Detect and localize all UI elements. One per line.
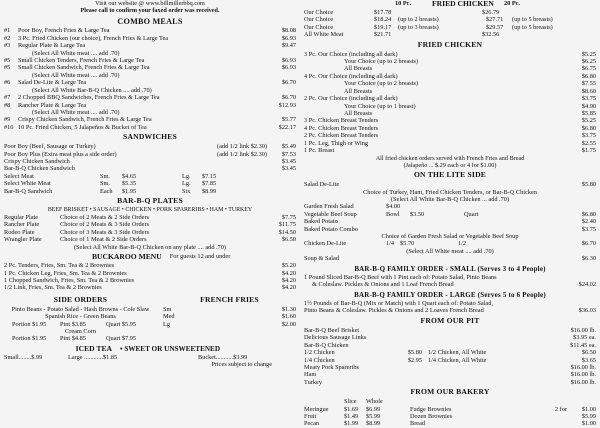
combo-item: #5 Small Chicken Tenders, French Fries & Large Tea $6.93 — [4, 56, 296, 64]
lite-desc: Choice of Turkey, Ham, Fried Chicken Tenders, or Bar-B-Q Chicken — [363, 188, 537, 196]
combo-item: #3 Regular Plate & Large Tea $9.47 — [4, 42, 296, 50]
combo-item: #8 Rancher Plate & Large Tea $12.93 — [4, 101, 296, 109]
lite-item: Vegetable Beef Soup Bowl $3.50 Quart $6.80 — [304, 210, 596, 218]
bucket-row: All White Meat $21.71 $32.56 — [304, 31, 500, 39]
combo-item: #9 Crispy Chicken Sandwich, French Fries & Large Tea $5.77 — [4, 116, 296, 124]
fries-item: Med $1.60 — [162, 313, 296, 321]
fries-item: Lg $2.00 — [162, 320, 296, 328]
sides-and-fries — [4, 294, 296, 343]
chicken-item: Your Choice (up to 2 breasts) $6.25 — [344, 58, 596, 66]
combo-item: (Select All White meat .... add .70) — [32, 49, 120, 57]
lite-item: Garden Fresh Salad $4.00 — [304, 203, 401, 211]
side-orders-block — [4, 294, 157, 343]
plates-list — [4, 214, 296, 251]
sandwiches-title: SANDWICHES — [123, 132, 177, 142]
lite-side-title: ON THE LITE SIDE — [413, 170, 487, 180]
buckaroo-item: 1 Chopped Sandwich, Fries, Sm. Tea & 2 Brownies $4.20 — [4, 276, 296, 284]
pit-item: Meaty Pork Spareribs $16.00 lb. — [304, 363, 596, 371]
pc10-label: 10 Pc. — [394, 0, 412, 7]
french-fries-title: FRENCH FRIES — [200, 294, 259, 304]
family-large-desc: 1½ Pounds of Bar-B-Q (Mix or Match) with 1 Quart each of: Potato Salad, — [304, 300, 493, 308]
combo-item: #7 2 Chopped BBQ Sandwiches, French Fries & Large Tea $6.70 — [4, 94, 296, 102]
cream-corn-label: Cream Corn — [65, 328, 96, 335]
plates-note: (Select All White Bar-B-Q Chicken on any plate .... add .70) — [73, 243, 227, 251]
lite-item: Baked Potato Combo $3.75 — [304, 225, 596, 233]
buckaroo-title: BUCKAROO MENU — [91, 252, 162, 262]
iced-tea-prices: Small........$.99 Large ............$1.85 Bucket...........$3.99 — [4, 353, 248, 361]
side-prices-2: Portion $1.95 Pint $4.85 Quart $7.95 — [12, 335, 137, 343]
chicken-note: All fried chicken orders served with French Fries and Bread — [375, 154, 525, 162]
pit-item: 1/4 Chicken $2.95 1/4 Chicken, All White $3.65 — [304, 356, 596, 364]
jalapeno-note: (Jalapeño ... $.29 each or 4 for $1.00) — [403, 161, 497, 169]
buckaroo-list — [4, 262, 296, 292]
side-prices-1: Portion $1.95 Pint $3.85 Quart $5.95 — [12, 320, 137, 328]
combo-item: (Select All White meat .... add .70) — [32, 108, 120, 116]
fried-chicken-list — [304, 51, 596, 170]
pit-item: Delicious Sausage Links $3.95 ea. — [304, 334, 596, 342]
chicken-bucket-header — [304, 0, 596, 9]
sandwich-item: Poor Boy (Beef, Sausage or Turkey) (add 1/2 link $2.30) $5.49 — [4, 143, 296, 151]
chicken-item: 4 Pc. Chicken Breast Tenders $6.80 — [304, 124, 596, 132]
family-large-title: BAR-B-Q FAMILY ORDER - LARGE (Serves 5 to 6 People) — [354, 290, 546, 299]
side-list-1: Pinto Beans - Potato Salad - Hash Browns - Cole Slaw — [11, 305, 150, 313]
chicken-item: 3 Pc. Our Choice (including all dark) $5.25 — [304, 50, 596, 58]
right-menu-column — [304, 0, 596, 428]
sandwich-size-row: Select White Meat Sm. $5.35 Lg. $7.85 — [4, 180, 217, 188]
chicken-item: 2 Pc. Our Choice (including all dark) $3.75 — [304, 95, 596, 103]
iced-tea-note-row — [4, 361, 296, 368]
pit-item: Bar-B-Q Chicken $11.45 ea. — [304, 341, 596, 349]
fried-chicken-top-title: FRIED CHICKEN — [432, 0, 494, 8]
lite-item: Soup & Salad $6.30 — [304, 255, 596, 263]
sandwiches-list — [4, 143, 296, 195]
combo-item: (Select All White meat .... add .70) — [32, 71, 120, 79]
buckaroo-header — [4, 253, 296, 262]
combo-item: #10 10 Pc. Fried Chicken, 5 Jalapeños & Bucket of Tea $22.17 — [4, 123, 296, 131]
chicken-bucket-table — [304, 9, 596, 39]
combo-item: #1 Poor Boy, French Fries & Large Tea $8.08 — [4, 27, 296, 35]
sandwich-size-row: Bar-B-Q Sandwich Each $1.95 Six $8.99 — [4, 187, 217, 195]
side-list-2: Spanish Rice - Green Beans — [45, 313, 116, 321]
plates-meat-list: BEEF BRISKET • SAUSAGE • CHICKEN • PORK SPARERIBS • HAM • TURKEY — [47, 207, 253, 214]
lite-side-list — [304, 181, 596, 263]
chicken-item: 4 Pc. Our Choice (including all dark) $6.80 — [304, 72, 596, 80]
plate-item: Wrangler Plate Choice of 1 Meat & 2 Side Orders $6.50 — [4, 236, 296, 244]
bakery-item: Fruit $1.49 $5.99 Dozen Brownies $5.99 — [304, 413, 596, 421]
combo-item: #2 3 Pc. Fried Chicken (our choice), French Fries & Large Tea $6.93 — [4, 34, 296, 42]
pit-item: Bar-B-Q Beef Brisket $16.00 lb. — [304, 326, 596, 334]
sandwich-size-row: Select Meat Sm. $4.65 Lg. $7.15 — [4, 172, 217, 180]
combo-item: #6 Salad De-Lite & Large Tea $6.70 — [4, 79, 296, 87]
buckaroo-subtitle: For guests 12 and under — [169, 253, 231, 261]
chicken-item: Your Choice (up to 2 breasts) $7.55 — [344, 80, 596, 88]
bucket-row: Our Choice $17.78 $26.79 — [304, 8, 500, 16]
fried-chicken-title: FRIED CHICKEN — [417, 39, 483, 49]
chicken-item: 1 Pc. Leg, Thigh or Wing $2.55 — [304, 139, 596, 147]
chicken-item: All Breasts $6.75 — [344, 65, 596, 73]
iced-tea-header — [4, 345, 296, 354]
bakery-title: FROM OUR BAKERY — [410, 387, 490, 397]
bucket-row: Our Choice $18.24 (up to 2 breasts) $27.71 (up to 5 breasts) — [304, 16, 553, 24]
lite-desc: (Select All White meat .... add .70) — [406, 247, 494, 255]
combo-meals-list — [4, 27, 296, 131]
plate-item: Regular Plate Choice of 2 Meats & 2 Side Orders $7.75 — [4, 214, 296, 222]
lite-desc: (Select All White Bar-B-Q Chicken ... add .70) — [390, 195, 510, 203]
sandwich-item: Poor Boy Plus (Extra meat plus a side order) (add 1/2 link $2.30) $7.53 — [4, 150, 296, 158]
iced-tea-subtitle: • SWEET OR UNSWEETENED — [120, 344, 221, 353]
iced-tea-title: ICED TEA — [75, 343, 112, 353]
lite-item: Salad De-Lite $5.80 — [304, 181, 596, 189]
buckaroo-item: 1 Pc. Chicken Leg, Fries, Sm. Tea & 2 Brownies $4.20 — [4, 269, 296, 277]
chicken-item: 1 Pc. Breast $1.75 — [304, 147, 596, 155]
bucket-row: Our Choice $19.17 (up to 3 breasts) $29.57 (up to 5 breasts) — [304, 23, 553, 31]
family-small-desc: 1 Pound Sliced Bar-B-Q Beef with 1 Pint each of: Potato Salad, Pinto Beans — [304, 273, 497, 281]
side-orders-title: SIDE ORDERS — [53, 294, 108, 304]
combo-meals-title: COMBO MEALS — [117, 16, 183, 26]
sandwich-item: Bar-B-Q Chicken Sandwich $3.45 — [4, 165, 296, 173]
lite-item: Chicken De-Lite 1/4 $5.70 1/2 $6.70 — [304, 240, 596, 248]
lite-item: Baked Potato $2.40 — [304, 218, 596, 226]
lite-desc: Choice of Garden Fresh Salad or Vegetable Beef Soup — [381, 233, 519, 241]
pit-item: Turkey $16.00 lb. — [304, 378, 596, 386]
bbq-plates-title: BAR-B-Q PLATES — [117, 196, 183, 206]
buckaroo-item: 2 Pc. Tenders, Fries, Sm. Tea & 2 Brownies $5.20 — [4, 262, 296, 270]
chicken-item: 3 Pc. Chicken Breast Tenders $5.25 — [304, 117, 596, 125]
family-large-desc: Pinto Beans & Coleslaw. Pickles & Onions and 2 Loaves French Bread $36.03 — [304, 307, 596, 315]
chicken-item: All Breasts $8.60 — [344, 87, 596, 95]
combo-item: (Select All White Bar-B-Q Chicken .... add .70) — [32, 86, 152, 94]
chicken-item: All Breasts $5.85 — [344, 109, 596, 117]
confirm-note: Please call to confirm your faxed order was received. — [80, 7, 220, 15]
sandwich-item: Crispy Chicken Sandwich $3.45 — [4, 158, 296, 165]
plate-item: Rancher Plate Choice of 2 Meats & 3 Side Orders $11.75 — [4, 221, 296, 229]
french-fries-block — [157, 294, 296, 343]
pit-item: Ham $16.00 lb. — [304, 371, 596, 379]
combo-item: #5 Small Chicken Sandwich, French Fries & Large Tea $6.93 — [4, 64, 296, 72]
chicken-item: Your Choice (up to 1 breast) $4.90 — [344, 102, 596, 110]
buckaroo-item: 1/2 Link, Fries, Sm. Tea & 2 Brownies $4.20 — [4, 284, 296, 292]
bakery-item: Pecan $1.99 $8.99 Bread $1.00 — [304, 420, 596, 428]
bakery-item: Meringue $1.69 $6.99 Fudge Brownies 2 for $1.00 — [304, 405, 596, 413]
left-menu-column — [4, 0, 296, 400]
from-our-pit-title: FROM OUR PIT — [420, 315, 480, 325]
pit-list — [304, 327, 596, 386]
fries-item: Sm $1.30 — [162, 305, 296, 313]
chicken-item: 2 Pc. Chicken Breast Tenders $3.75 — [304, 132, 596, 140]
bakery-list — [304, 398, 596, 428]
website-line: Visit our website @ www.billmillerbbq.com — [95, 0, 205, 7]
pit-item: 1/2 Chicken $5.80 1/2 Chicken, All White $6.50 — [304, 349, 596, 357]
pc20-label: 20 Pc. — [503, 0, 521, 7]
bakery-header-row: Slice Whole — [344, 398, 383, 406]
price-change-note: Prices subject to change — [211, 361, 272, 369]
plate-item: Rodeo Plate Choice of 3 Meats & 3 Side Orders $14.50 — [4, 228, 296, 236]
family-small-desc: & Coleslaw. Pickles & Onions and 1 Loaf French Bread $24.02 — [312, 281, 596, 289]
family-small-title: BAR-B-Q FAMILY ORDER - SMALL (Serves 3 to 4 People) — [354, 264, 546, 273]
